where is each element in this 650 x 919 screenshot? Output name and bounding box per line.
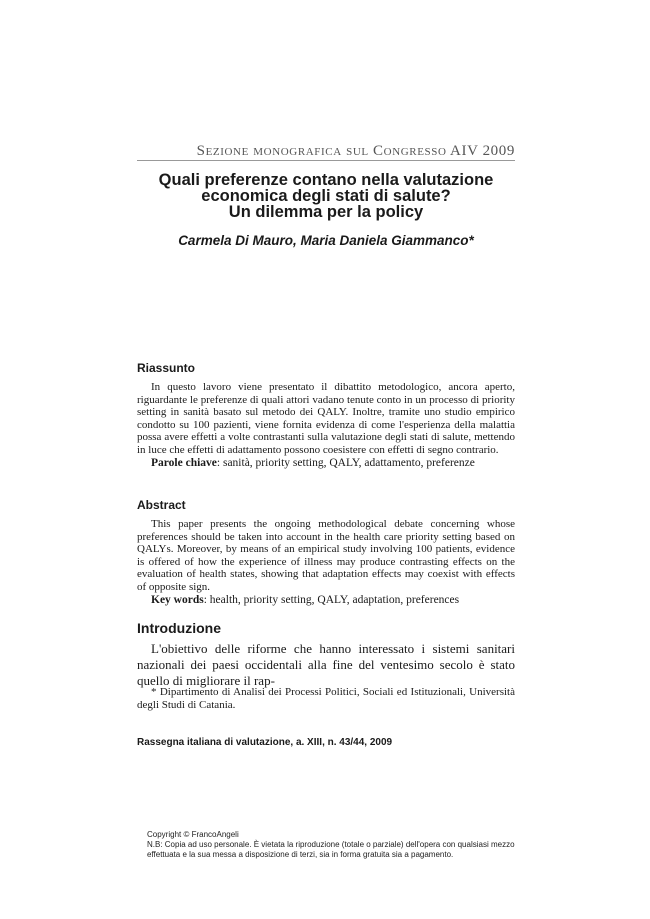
riassunto-text: In questo lavoro viene presentato il dibattito metodologico, ancora aperto, riguardante le preferenze di quali attori vadano tenute conto in un processo di priority setting in sanità basato sul metodo dei QALY. Inoltre, tramite uno studio empirico condotto su 100 pazienti, viene fornita evidenza di come l'esperienza della malattia possa avere effetti a volte contrastanti sulla valutazione degli stati di salute, mettendo in luce che effetti di adattamento possono coesistere con effetti di segno contrario. <box>137 381 515 456</box>
riassunto-heading: Riassunto <box>137 361 196 375</box>
abstract-heading: Abstract <box>137 498 186 512</box>
paper-title <box>137 172 515 220</box>
riassunto-section <box>137 381 515 469</box>
introduzione-text: L'obiettivo delle riforme che hanno interessato i sistemi sanitari nazionali dei paesi occidentali alla fine del ventesimo secolo è stato quello di migliorare il rap- <box>137 641 515 688</box>
title-line-3: Un dilemma per la policy <box>228 203 424 221</box>
copyright-notice <box>147 830 527 860</box>
copyright-line-1: Copyright © FrancoAngeli <box>147 830 239 839</box>
copyright-line-2: N.B: Copia ad uso personale. È vietata la riproduzione (totale o parziale) dell'opera con qualsiasi mezzo <box>147 840 515 849</box>
authors: Carmela Di Mauro, Maria Daniela Giammanco* <box>178 233 474 248</box>
abstract-text: This paper presents the ongoing methodological debate concerning whose preferences should be taken into account in the health care priority setting based on QALYs. Moreover, by means of an empirical study involving 100 patients, evidence is offered of how the experience of illness may produce contrasting effects on the evaluation of health states, showing that adaptation effects may coexist with effects of opposite sign. <box>137 518 515 593</box>
copyright-line-3: effettuata e la sua messa a disposizione di terzi, sia in forma gratuita sia a pagamento. <box>147 850 454 859</box>
keywords-label: Parole chiave <box>151 456 217 469</box>
title-line-1: Quali preferenze contano nella valutazione <box>158 171 494 189</box>
keywords-values: : health, priority setting, QALY, adaptation, preferences <box>203 593 460 606</box>
riassunto-keywords <box>137 457 515 470</box>
abstract-section <box>137 518 515 606</box>
footnote <box>137 686 515 712</box>
journal-citation: Rassegna italiana di valutazione, a. XIII, n. 43/44, 2009 <box>137 737 393 748</box>
abstract-keywords <box>137 594 515 607</box>
introduzione-section <box>137 641 515 689</box>
section-divider <box>137 160 515 161</box>
section-header: Sezione monografica sul Congresso AIV 2009 <box>196 143 515 159</box>
keywords-label: Key words <box>151 593 204 606</box>
introduzione-heading: Introduzione <box>137 620 221 636</box>
title-line-2: economica degli stati di salute? <box>201 187 451 205</box>
keywords-values: : sanità, priority setting, QALY, adattamento, preferenze <box>216 456 475 469</box>
footnote-text: * Dipartimento di Analisi dei Processi Politici, Sociali ed Istituzionali, Università degli Studi di Catania. <box>137 686 515 711</box>
